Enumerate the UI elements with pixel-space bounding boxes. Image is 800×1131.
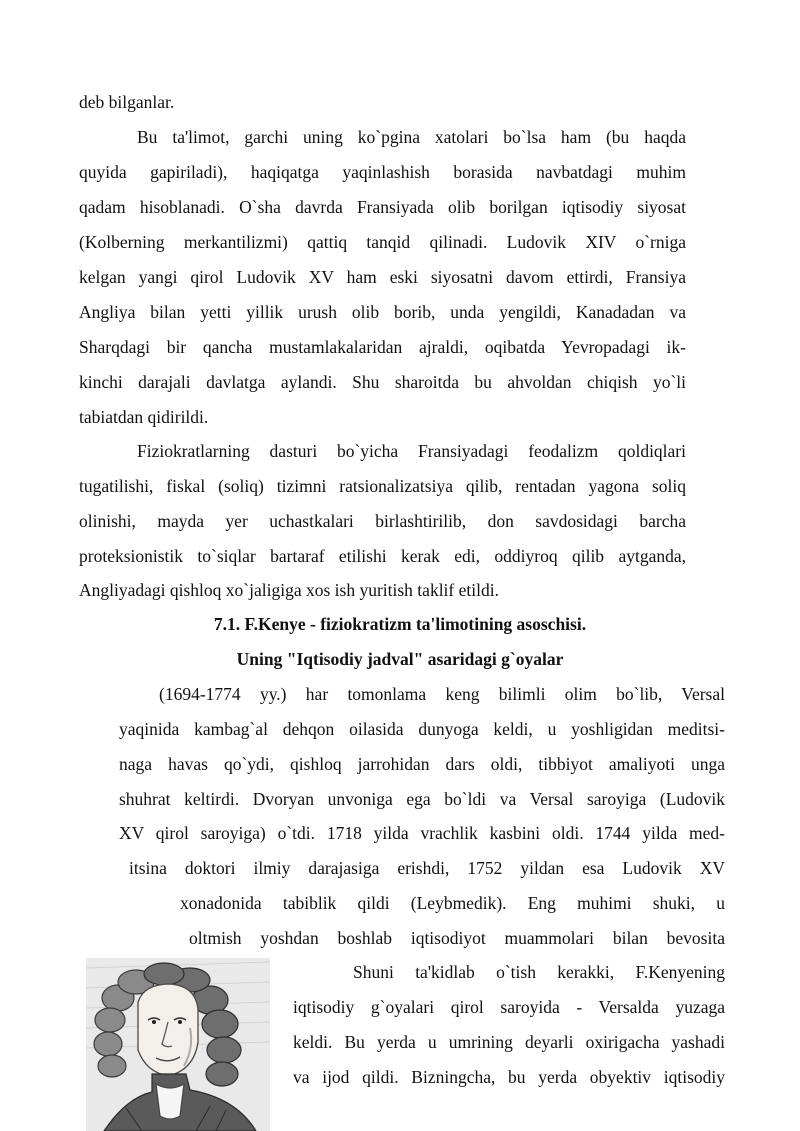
text-line: va ijod qildi. Bizningcha, bu yerda obyektiv iqtisodiy [293, 1067, 725, 1087]
text-line: Angliyadagi qishloq xo`jaligiga xos ish yuritish taklif etildi. [79, 580, 499, 600]
text-line: (Kolberning merkantilizmi) qattiq tanqid qilinadi. Ludovik XIV o`rniga [79, 232, 686, 252]
text-line: itsina doktori ilmiy darajasiga erishdi, 1752 yildan esa Ludovik XV [129, 858, 725, 878]
portrait-of-francois-quesnay-icon [86, 958, 270, 1131]
text-line: keldi. Bu yerda u umrining deyarli oxirigacha yashadi [293, 1032, 725, 1052]
text-line: qadam hisoblanadi. O`sha davrda Fransiyada olib borilgan iqtisodiy siyosat [79, 197, 686, 217]
text-line: (1694-1774 yy.) har tomonlama keng bilimli olim bo`lib, Versal [159, 684, 725, 704]
text-line: Sharqdagi bir qancha mustamlakalaridan ajraldi, oqibatda Yevropadagi ik- [79, 337, 686, 357]
text-line: deb bilganlar. [79, 92, 175, 112]
text-line: kinchi darajali davlatga aylandi. Shu sharoitda bu ahvoldan chiqish yo`li [79, 372, 686, 392]
text-line: Fiziokratlarning dasturi bo`yicha Fransiyadagi feodalizm qoldiqlari [137, 441, 686, 461]
text-line: olinishi, mayda yer uchastkalari birlashtirilib, don savdosidagi barcha [79, 511, 686, 531]
portrait-image [86, 958, 270, 1131]
section-heading-line-2: Uning "Iqtisodiy jadval" asaridagi g`oyalar [236, 649, 564, 669]
text-line: tugatilishi, fiskal (soliq) tizimni ratsionalizatsiya qilib, rentadan yagona soliq [79, 476, 686, 496]
text-line: Bu ta'limot, garchi uning ko`pgina xatolari bo`lsa ham (bu haqda [137, 127, 686, 147]
text-line: kelgan yangi qirol Ludovik XV ham eski siyosatni davom ettirdi, Fransiya [79, 267, 686, 287]
text-line: naga havas qo`ydi, qishloq jarrohidan dars oldi, tibbiyot amaliyoti unga [119, 754, 725, 774]
text-line: tabiatdan qidirildi. [79, 407, 209, 427]
text-line: yaqinida kambag`al dehqon oilasida dunyoga keldi, u yoshligidan meditsi- [119, 719, 725, 739]
text-line: XV qirol saroyiga) o`tdi. 1718 yilda vrachlik kasbini oldi. 1744 yilda med- [119, 823, 725, 843]
text-line: iqtisodiy g`oyalari qirol saroyida - Versalda yuzaga [293, 997, 725, 1017]
text-line: shuhrat keltirdi. Dvoryan unvoniga ega bo`ldi va Versal saroyiga (Ludovik [119, 789, 725, 809]
text-line: Shuni ta'kidlab o`tish kerakki, F.Kenyening [353, 962, 725, 982]
text-line: Angliya bilan yetti yillik urush olib borib, unda yengildi, Kanadadan va [79, 302, 686, 322]
text-line: proteksionistik to`siqlar bartaraf etilishi kerak edi, oddiyroq qilib aytganda, [79, 546, 686, 566]
section-heading-line-1: 7.1. F.Kenye - fiziokratizm ta'limotining asoschisi. [213, 614, 587, 634]
text-line: xonadonida tabiblik qildi (Leybmedik). Eng muhimi shuki, u [180, 893, 725, 913]
text-line: quyida gapiriladi), haqiqatga yaqinlashish borasida navbatdagi muhim [79, 162, 686, 182]
text-line: oltmish yoshdan boshlab iqtisodiyot muammolari bilan bevosita [189, 928, 725, 948]
